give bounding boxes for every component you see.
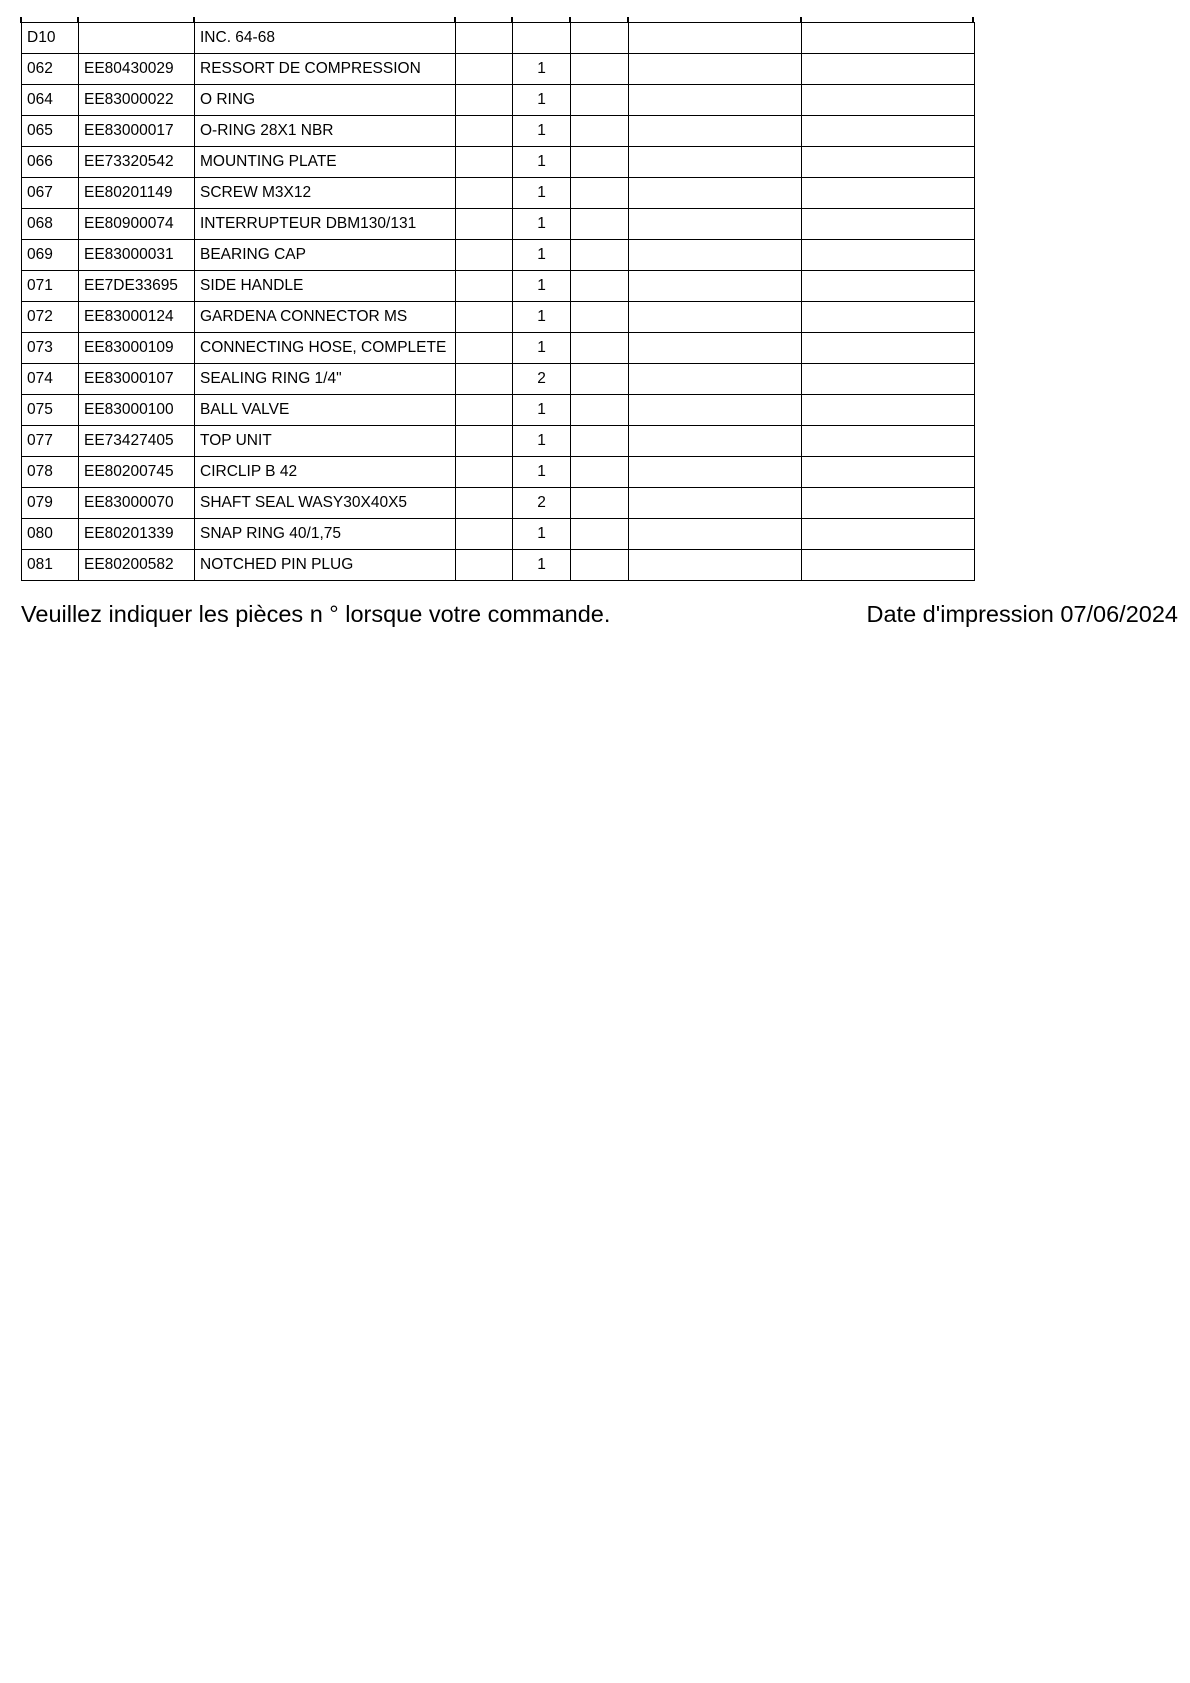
cell-quantity: 1 <box>513 209 571 240</box>
cell-description: TOP UNIT <box>195 426 456 457</box>
cell-empty <box>571 209 629 240</box>
cell-empty <box>456 395 513 426</box>
cell-part-number: EE80900074 <box>79 209 195 240</box>
cell-empty <box>456 178 513 209</box>
cell-description: BALL VALVE <box>195 395 456 426</box>
cell-position: 069 <box>22 240 79 271</box>
cell-empty <box>571 147 629 178</box>
cell-empty <box>802 519 975 550</box>
cell-position: 079 <box>22 488 79 519</box>
cell-empty <box>571 54 629 85</box>
cell-position: 075 <box>22 395 79 426</box>
cell-empty <box>629 302 802 333</box>
print-date: Date d'impression 07/06/2024 <box>866 601 1178 627</box>
cell-empty <box>629 271 802 302</box>
cell-empty <box>571 364 629 395</box>
cell-quantity <box>513 23 571 54</box>
cell-empty <box>802 488 975 519</box>
cell-empty <box>802 271 975 302</box>
cell-description: CIRCLIP B 42 <box>195 457 456 488</box>
cell-position: 067 <box>22 178 79 209</box>
table-row <box>22 333 975 364</box>
cell-quantity: 1 <box>513 395 571 426</box>
table-row <box>22 488 975 519</box>
cell-part-number: EE83000100 <box>79 395 195 426</box>
table-row <box>22 364 975 395</box>
cell-empty <box>456 302 513 333</box>
cell-empty <box>456 54 513 85</box>
cell-empty <box>629 550 802 581</box>
cell-quantity: 1 <box>513 54 571 85</box>
cell-empty <box>456 457 513 488</box>
cell-empty <box>629 147 802 178</box>
cell-description: SIDE HANDLE <box>195 271 456 302</box>
cell-empty <box>802 54 975 85</box>
cell-empty <box>571 271 629 302</box>
cell-empty <box>629 488 802 519</box>
cell-quantity: 1 <box>513 147 571 178</box>
cell-part-number: EE80200745 <box>79 457 195 488</box>
cell-description: SNAP RING 40/1,75 <box>195 519 456 550</box>
cell-empty <box>629 364 802 395</box>
table-row <box>22 209 975 240</box>
cell-position: 072 <box>22 302 79 333</box>
cell-quantity: 1 <box>513 333 571 364</box>
table-row <box>22 23 975 54</box>
cell-part-number: EE83000070 <box>79 488 195 519</box>
cell-position: 074 <box>22 364 79 395</box>
cell-part-number: EE83000031 <box>79 240 195 271</box>
cell-quantity: 1 <box>513 85 571 116</box>
cell-position: 071 <box>22 271 79 302</box>
cell-empty <box>802 209 975 240</box>
cell-part-number: EE83000022 <box>79 85 195 116</box>
table-row <box>22 147 975 178</box>
cell-empty <box>802 333 975 364</box>
table-row <box>22 426 975 457</box>
cell-empty <box>629 426 802 457</box>
cell-description: GARDENA CONNECTOR MS <box>195 302 456 333</box>
cell-empty <box>802 178 975 209</box>
cell-position: 073 <box>22 333 79 364</box>
table-row <box>22 178 975 209</box>
cell-empty <box>571 519 629 550</box>
cell-position: 066 <box>22 147 79 178</box>
cell-empty <box>571 488 629 519</box>
cell-part-number: EE80201339 <box>79 519 195 550</box>
cell-empty <box>456 488 513 519</box>
cell-part-number <box>79 23 195 54</box>
cell-empty <box>802 116 975 147</box>
cell-empty <box>629 209 802 240</box>
cell-empty <box>571 240 629 271</box>
cell-empty <box>456 23 513 54</box>
cell-empty <box>629 116 802 147</box>
cell-empty <box>456 364 513 395</box>
cell-empty <box>629 240 802 271</box>
cell-empty <box>802 85 975 116</box>
cell-empty <box>571 23 629 54</box>
cell-empty <box>802 240 975 271</box>
parts-table-body <box>22 23 975 581</box>
cell-position: D10 <box>22 23 79 54</box>
cell-empty <box>456 426 513 457</box>
cell-description: O RING <box>195 85 456 116</box>
cell-quantity: 1 <box>513 116 571 147</box>
cell-empty <box>802 550 975 581</box>
cell-part-number: EE80201149 <box>79 178 195 209</box>
cell-quantity: 2 <box>513 364 571 395</box>
parts-list-table <box>21 22 975 581</box>
cell-description: INC. 64-68 <box>195 23 456 54</box>
cell-part-number: EE83000109 <box>79 333 195 364</box>
cell-empty <box>456 209 513 240</box>
cell-position: 065 <box>22 116 79 147</box>
cell-description: SHAFT SEAL WASY30X40X5 <box>195 488 456 519</box>
cell-part-number: EE80200582 <box>79 550 195 581</box>
cell-empty <box>571 302 629 333</box>
table-row <box>22 240 975 271</box>
cell-description: CONNECTING HOSE, COMPLETE <box>195 333 456 364</box>
cell-part-number: EE83000107 <box>79 364 195 395</box>
cell-quantity: 1 <box>513 550 571 581</box>
cell-empty <box>802 302 975 333</box>
cell-empty <box>802 23 975 54</box>
cell-description: SEALING RING 1/4" <box>195 364 456 395</box>
cell-empty <box>571 85 629 116</box>
cell-description: RESSORT DE COMPRESSION <box>195 54 456 85</box>
cell-empty <box>456 333 513 364</box>
cell-description: MOUNTING PLATE <box>195 147 456 178</box>
cell-empty <box>802 457 975 488</box>
cell-position: 068 <box>22 209 79 240</box>
cell-quantity: 1 <box>513 240 571 271</box>
cell-empty <box>629 54 802 85</box>
cell-position: 062 <box>22 54 79 85</box>
table-row <box>22 519 975 550</box>
cell-empty <box>629 333 802 364</box>
cell-empty <box>571 333 629 364</box>
cell-empty <box>571 426 629 457</box>
table-row <box>22 271 975 302</box>
cell-description: INTERRUPTEUR DBM130/131 <box>195 209 456 240</box>
cell-position: 078 <box>22 457 79 488</box>
cell-empty <box>571 178 629 209</box>
cell-empty <box>629 178 802 209</box>
cell-description: O-RING 28X1 NBR <box>195 116 456 147</box>
cell-empty <box>571 116 629 147</box>
cell-quantity: 1 <box>513 519 571 550</box>
cell-quantity: 1 <box>513 178 571 209</box>
cell-empty <box>802 147 975 178</box>
cell-description: NOTCHED PIN PLUG <box>195 550 456 581</box>
cell-empty <box>629 395 802 426</box>
cell-part-number: EE83000124 <box>79 302 195 333</box>
table-row <box>22 116 975 147</box>
cell-quantity: 2 <box>513 488 571 519</box>
cell-empty <box>571 457 629 488</box>
table-row <box>22 302 975 333</box>
cell-empty <box>456 116 513 147</box>
cell-quantity: 1 <box>513 457 571 488</box>
cell-part-number: EE83000017 <box>79 116 195 147</box>
cell-empty <box>571 395 629 426</box>
cell-part-number: EE73320542 <box>79 147 195 178</box>
cell-empty <box>802 426 975 457</box>
cell-quantity: 1 <box>513 426 571 457</box>
cell-empty <box>456 519 513 550</box>
cell-part-number: EE7DE33695 <box>79 271 195 302</box>
cell-empty <box>802 395 975 426</box>
cell-description: BEARING CAP <box>195 240 456 271</box>
table-row <box>22 85 975 116</box>
cell-quantity: 1 <box>513 271 571 302</box>
cell-empty <box>629 457 802 488</box>
cell-position: 064 <box>22 85 79 116</box>
cell-empty <box>629 23 802 54</box>
cell-part-number: EE80430029 <box>79 54 195 85</box>
cell-empty <box>456 147 513 178</box>
cell-description: SCREW M3X12 <box>195 178 456 209</box>
cell-empty <box>802 364 975 395</box>
table-row <box>22 550 975 581</box>
cell-empty <box>456 271 513 302</box>
cell-empty <box>456 240 513 271</box>
cell-position: 080 <box>22 519 79 550</box>
table-row <box>22 457 975 488</box>
table-row <box>22 54 975 85</box>
cell-empty <box>629 85 802 116</box>
cell-part-number: EE73427405 <box>79 426 195 457</box>
cell-quantity: 1 <box>513 302 571 333</box>
cell-empty <box>571 550 629 581</box>
table-row <box>22 395 975 426</box>
cell-empty <box>456 85 513 116</box>
cell-empty <box>456 550 513 581</box>
order-instruction-note: Veuillez indiquer les pièces n ° lorsque votre commande. <box>21 601 611 627</box>
cell-position: 081 <box>22 550 79 581</box>
cell-empty <box>629 519 802 550</box>
cell-position: 077 <box>22 426 79 457</box>
